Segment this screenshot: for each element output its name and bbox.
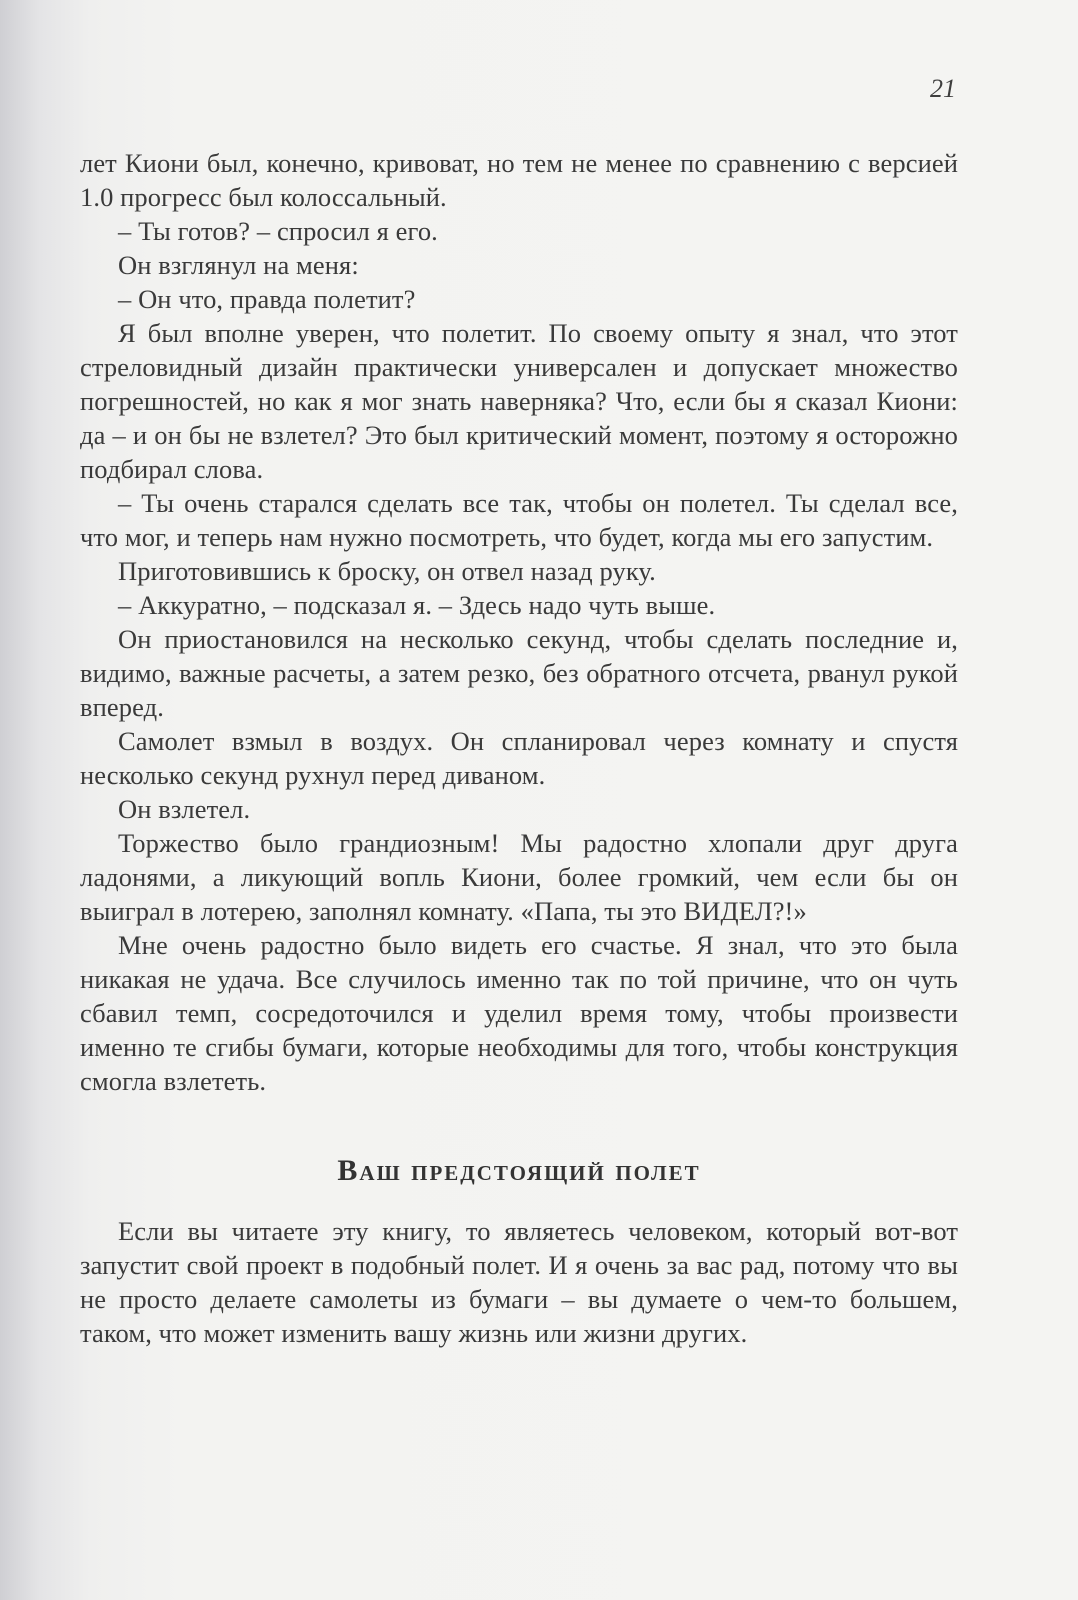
paragraph: Торжество было грандиозным! Мы радостно хлопали друг друга ладонями, а ликующий вопль Киони, более громкий, чем если бы он выиграл в лотерею, заполнял комнату. «Папа, ты это ВИДЕЛ?!»: [80, 828, 958, 926]
section-heading: Ваш предстоящий полет: [337, 1154, 701, 1187]
section-paragraph: Если вы читаете эту книгу, то являетесь человеком, который вот-вот запустит свой проект в подобный полет. И я очень за вас рад, потому что вы не просто делаете самолеты из бумаги – вы думаете о чем-то большем, таком, что может изменить вашу жизнь или жизни других.: [80, 1216, 958, 1348]
paragraph: Самолет взмыл в воздух. Он спланировал через комнату и спустя несколько секунд рухнул перед диваном.: [80, 726, 958, 790]
paragraph-continuation: лет Киони был, конечно, кривоват, но тем не менее по сравнению с версией 1.0 прогресс был колоссальный.: [80, 148, 958, 212]
paragraph: Мне очень радостно было видеть его счастье. Я знал, что это была никакая не удача. Все случилось именно так по той причине, что он чуть сбавил темп, сосредоточился и уделил время тому, чтобы произвести именно те сгибы бумаги, которые необходимы для того, чтобы конструкция смогла взлететь.: [80, 930, 958, 1096]
paragraph-dialog: – Ты готов? – спросил я его.: [118, 216, 438, 246]
paragraph: Я был вполне уверен, что полетит. По своему опыту я знал, что этот стреловидный дизайн практически универсален и допускает множество погрешностей, но как я мог знать наверняка? Что, если бы я сказал Киони: да – и он бы не взлетел? Это был критический момент, поэтому я осторожно подбирал слова.: [80, 318, 958, 484]
page-number: 21: [930, 74, 956, 103]
paragraph: Приготовившись к броску, он отвел назад руку.: [118, 556, 656, 586]
paragraph: Он взглянул на меня:: [118, 250, 359, 280]
paragraph: Он приостановился на несколько секунд, чтобы сделать последние и, видимо, важные расчеты, а затем резко, без обратного отсчета, рванул рукой вперед.: [80, 624, 958, 722]
paragraph-dialog: – Ты очень старался сделать все так, чтобы он полетел. Ты сделал все, что мог, и теперь нам нужно посмотреть, что будет, когда мы его запустим.: [80, 488, 958, 552]
paragraph: Он взлетел.: [118, 794, 251, 824]
paragraph-dialog: – Аккуратно, – подсказал я. – Здесь надо чуть выше.: [118, 590, 716, 620]
paragraph-dialog: – Он что, правда полетит?: [118, 284, 416, 314]
body-text: [80, 146, 958, 1350]
